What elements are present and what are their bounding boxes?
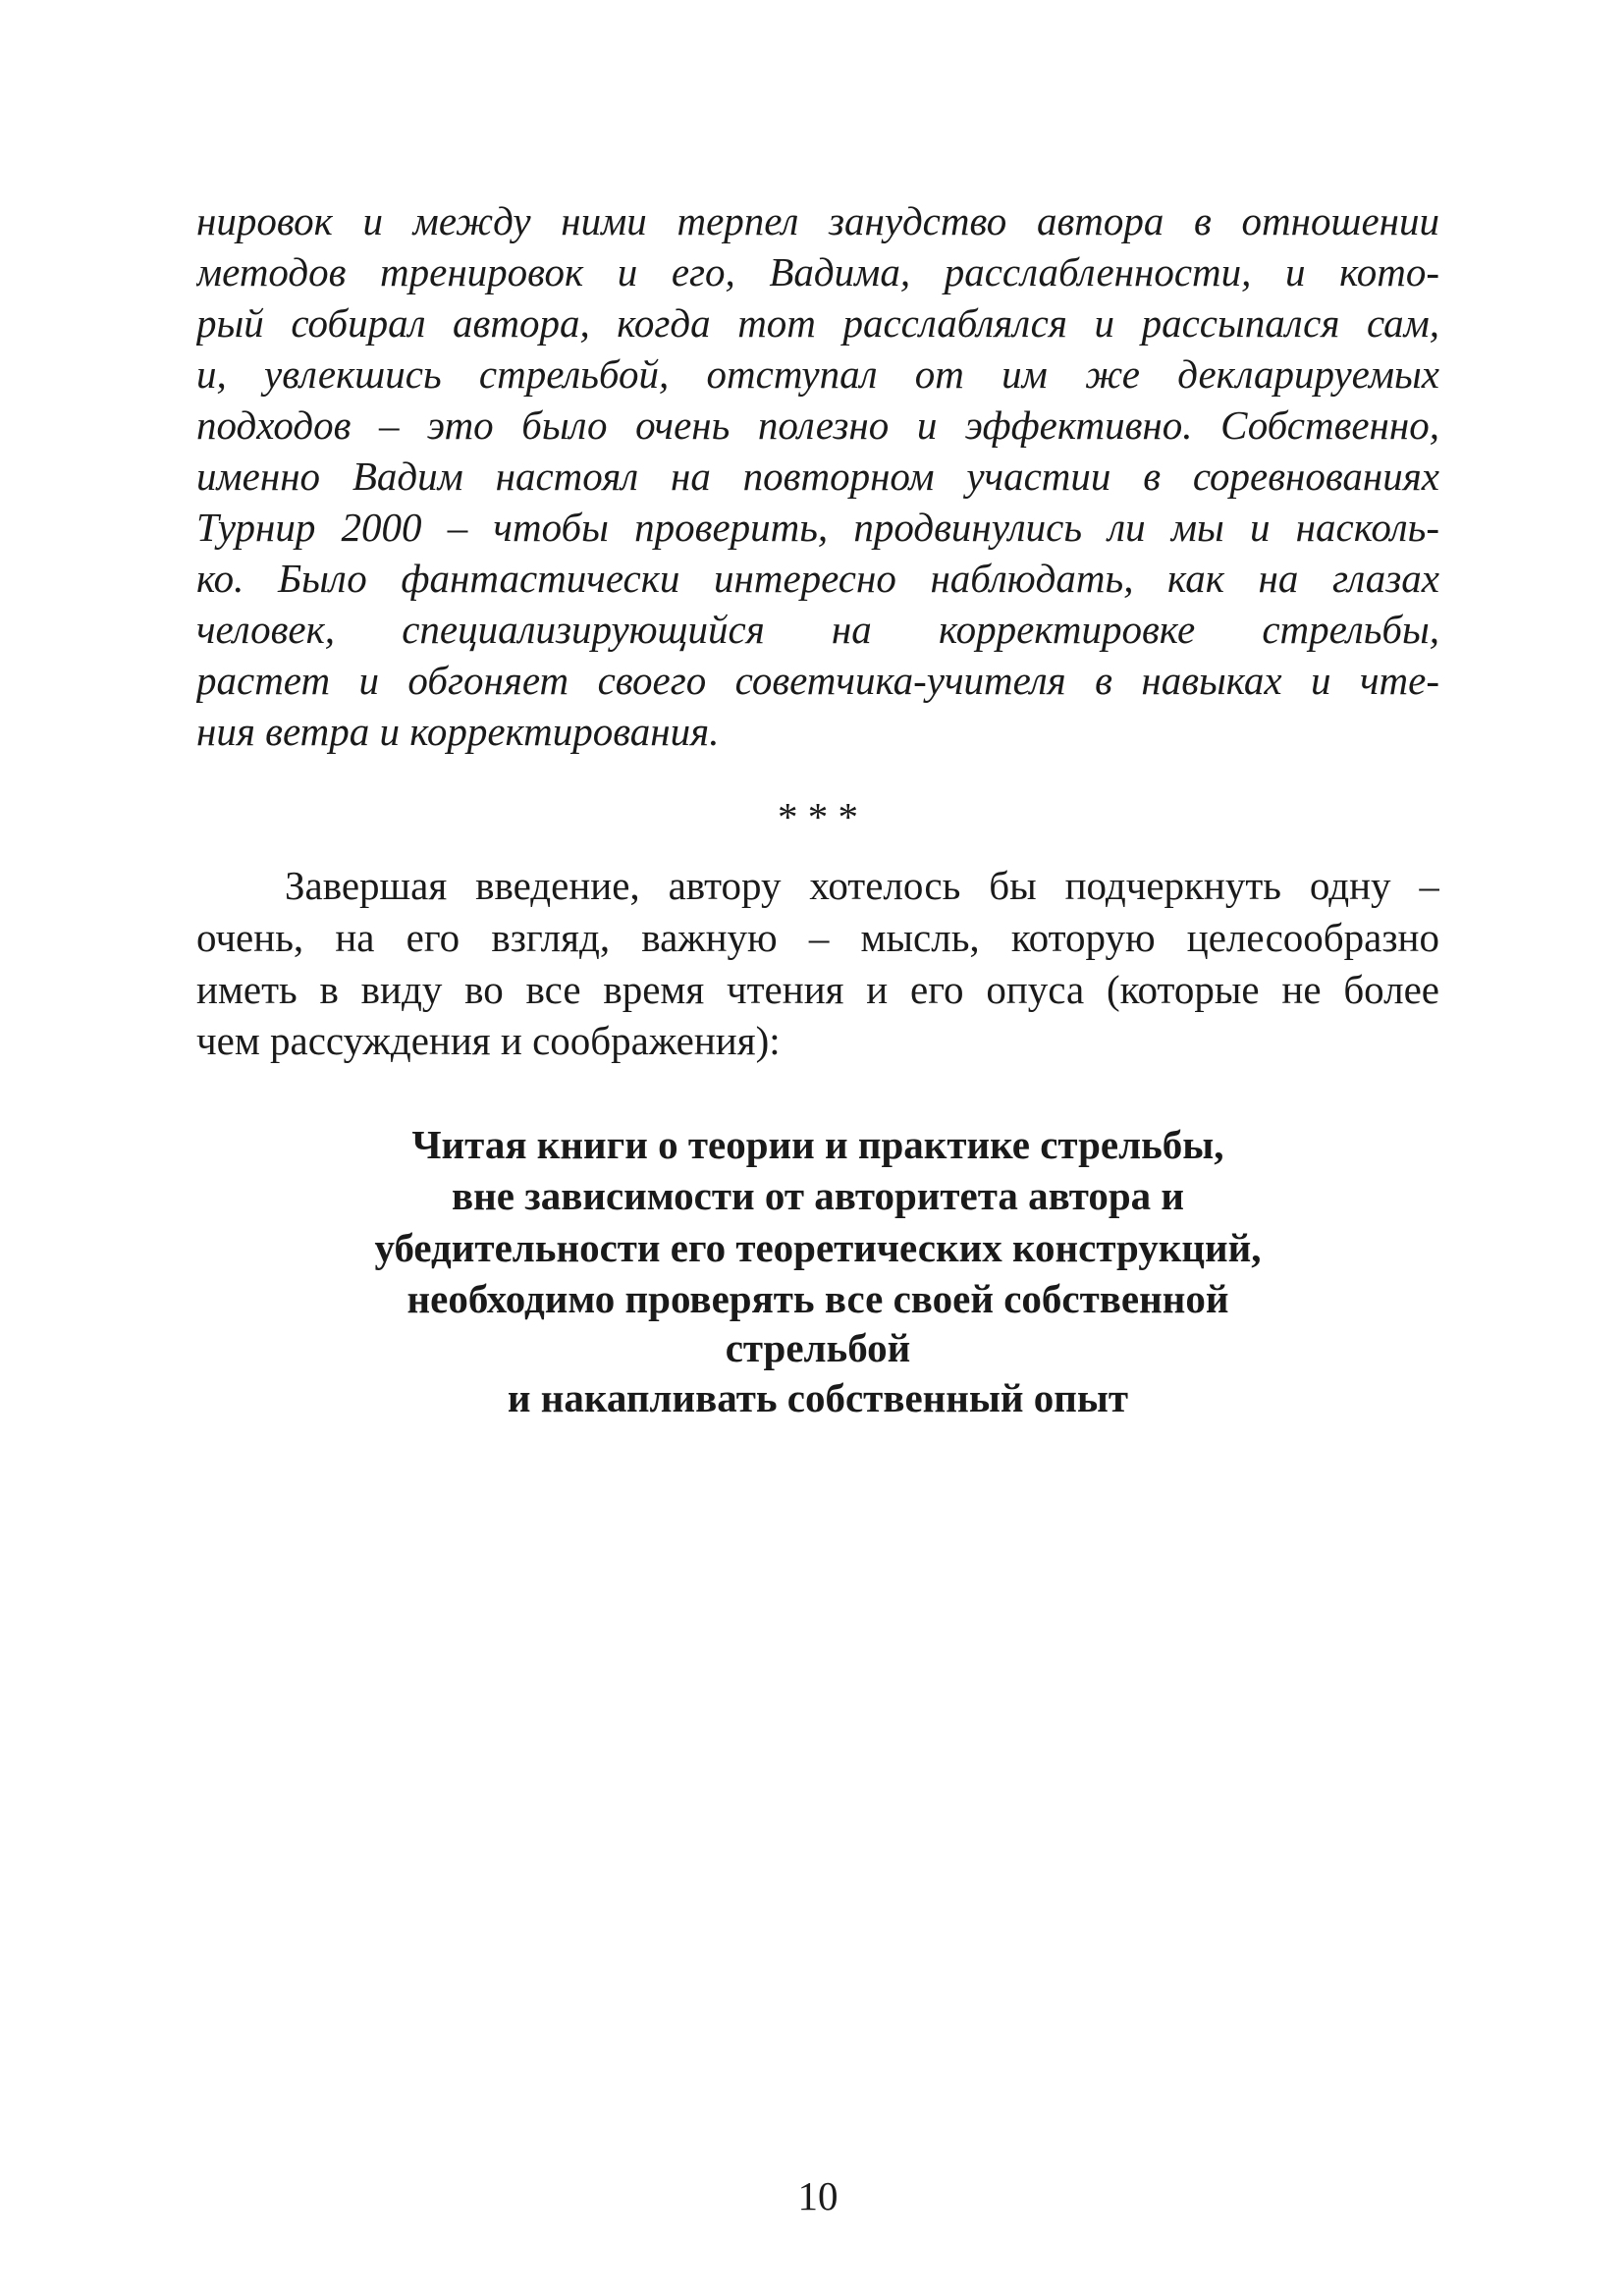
emphasis-line: необходимо проверять все своей собственной — [406, 1276, 1229, 1321]
page-number: 10 — [797, 2173, 839, 2218]
text-line: Турнир 2000 – чтобы проверить, продвинулись ли мы и насколь- — [196, 505, 1439, 550]
emphasis-line: и накапливать собственный опыт — [507, 1375, 1129, 1420]
text-line: рый собирал автора, когда тот расслаблялся и рассыпался сам, — [196, 300, 1439, 346]
text-line: иметь в виду во все время чтения и его опуса (которые не более — [196, 967, 1439, 1012]
text-line: очень, на его взгляд, важную – мысль, которую целесообразно — [196, 915, 1439, 960]
section-separator: * * * — [778, 794, 858, 839]
text-line: растет и обгоняет своего советчика-учителя в навыках и чте- — [196, 658, 1439, 703]
text-line: человек, специализирующийся на корректировке стрельбы, — [196, 607, 1439, 652]
emphasis-line: Читая книги о теории и практике стрельбы, — [411, 1122, 1224, 1167]
text-line: чем рассуждения и соображения): — [196, 1018, 781, 1063]
text-line: методов тренировок и его, Вадима, расслабленности, и кото- — [196, 249, 1439, 294]
emphasis-line: стрельбой — [725, 1325, 911, 1370]
emphasis-line: вне зависимости от авторитета автора и — [452, 1173, 1184, 1218]
text-line: ния ветра и корректирования. — [196, 709, 720, 754]
text-line: ко. Было фантастически интересно наблюдать, как на глазах — [196, 556, 1439, 601]
text-line: именно Вадим настоял на повторном участии в соревнованиях — [196, 454, 1439, 499]
text-line: Завершая введение, автору хотелось бы подчеркнуть одну – — [285, 863, 1439, 908]
text-line: и, увлекшись стрельбой, отступал от им же декларируемых — [196, 351, 1439, 397]
text-line: подходов – это было очень полезно и эффективно. Собственно, — [196, 402, 1439, 448]
emphasis-line: убедительности его теоретических конструкций, — [374, 1225, 1262, 1270]
text-line: нировок и между ними терпел занудство автора в отношении — [196, 198, 1439, 243]
